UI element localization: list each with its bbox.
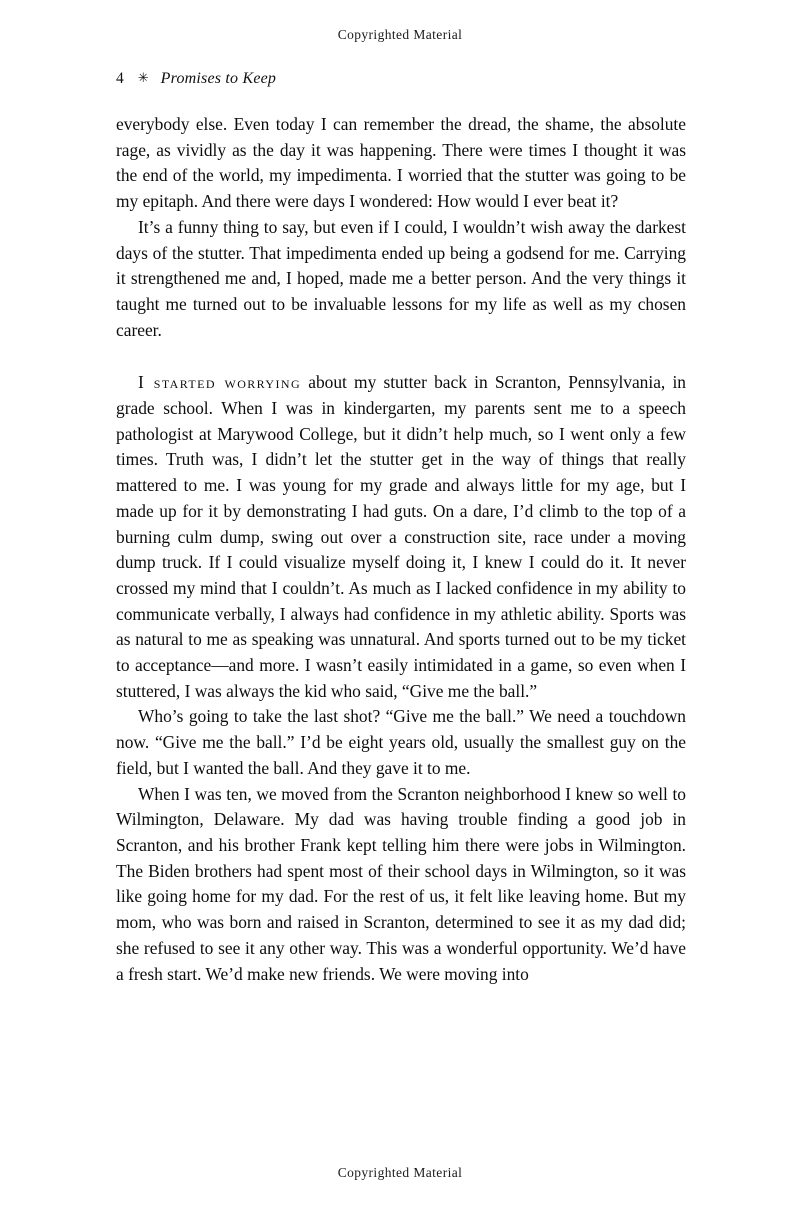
- page-folio-number: 4: [116, 70, 124, 87]
- running-head: [116, 70, 686, 88]
- book-title: Promises to Keep: [160, 70, 277, 87]
- copyright-watermark-top: Copyrighted Material: [337, 27, 463, 42]
- paragraph-1: everybody else. Even today I can remember the dread, the shame, the absolute rage, as vividly as the day it was happening. There were times I thought it was the end of the world, my impedimenta. I worried that the stutter was going to be my epitaph. And there were days I wondered: How would I ever beat it?: [116, 114, 686, 212]
- paragraph-5: When I was ten, we moved from the Scranton neighborhood I knew so well to Wilmington, Delaware. My dad was having trouble finding a good job in Scranton, and his brother Frank kept telling him there were jobs in Wilmington. The Biden brothers had spent most of their school days in Wilmington, so it was like going home for my dad. For the rest of us, it felt like leaving home. But my mom, who was born and raised in Scranton, determined to see it as my dad did; she refused to see it any other way. This was a wonderful opportunity. We’d have a fresh start. We’d make new friends. We were moving into: [116, 783, 686, 984]
- paragraph-3-text: about my stutter back in Scranton, Pennsylvania, in grade school. When I was in kindergarten, my parents sent me to a speech pathologist at Marywood College, but it didn’t help much, so I went only a few times. Truth was, I didn’t let the stutter get in the way of things that really mattered to me. I was young for my grade and always little for my age, but I made up for it by demonstrating I had guts. On a dare, I’d climb to the top of a burning culm dump, swing out over a construction site, race under a moving dump truck. If I could visualize myself doing it, I knew I could do it. It never crossed my mind that I couldn’t. As much as I lacked confidence in my ability to communicate verbally, I always had confidence in my athletic ability. Sports was as natural to me as speaking was unnatural. And sports turned out to be my ticket to acceptance—and more. I wasn’t easily intimidated in a game, so even when I stuttered, I was always the kid who said, “Give me the ball.”: [116, 372, 686, 701]
- small-caps-lead-in: I started worrying: [138, 372, 302, 393]
- body-text-block: [116, 112, 686, 987]
- paragraph-2: It’s a funny thing to say, but even if I could, I wouldn’t wish away the darkest days of the stutter. That impedimenta ended up being a godsend for me. Carrying it strengthened me and, I hoped, made me a better person. And the very things it taught me turned out to be invaluable lessons for my life as well as my chosen career.: [116, 216, 686, 340]
- paragraph-3: [116, 370, 686, 704]
- asterisk-ornament-icon: ✳: [137, 70, 149, 85]
- copyright-watermark-bottom: Copyrighted Material: [337, 1165, 463, 1180]
- paragraph-4: Who’s going to take the last shot? “Give me the ball.” We need a touchdown now. “Give me the ball.” I’d be eight years old, usually the smallest guy on the field, but I wanted the ball. And they gave it to me.: [116, 706, 686, 778]
